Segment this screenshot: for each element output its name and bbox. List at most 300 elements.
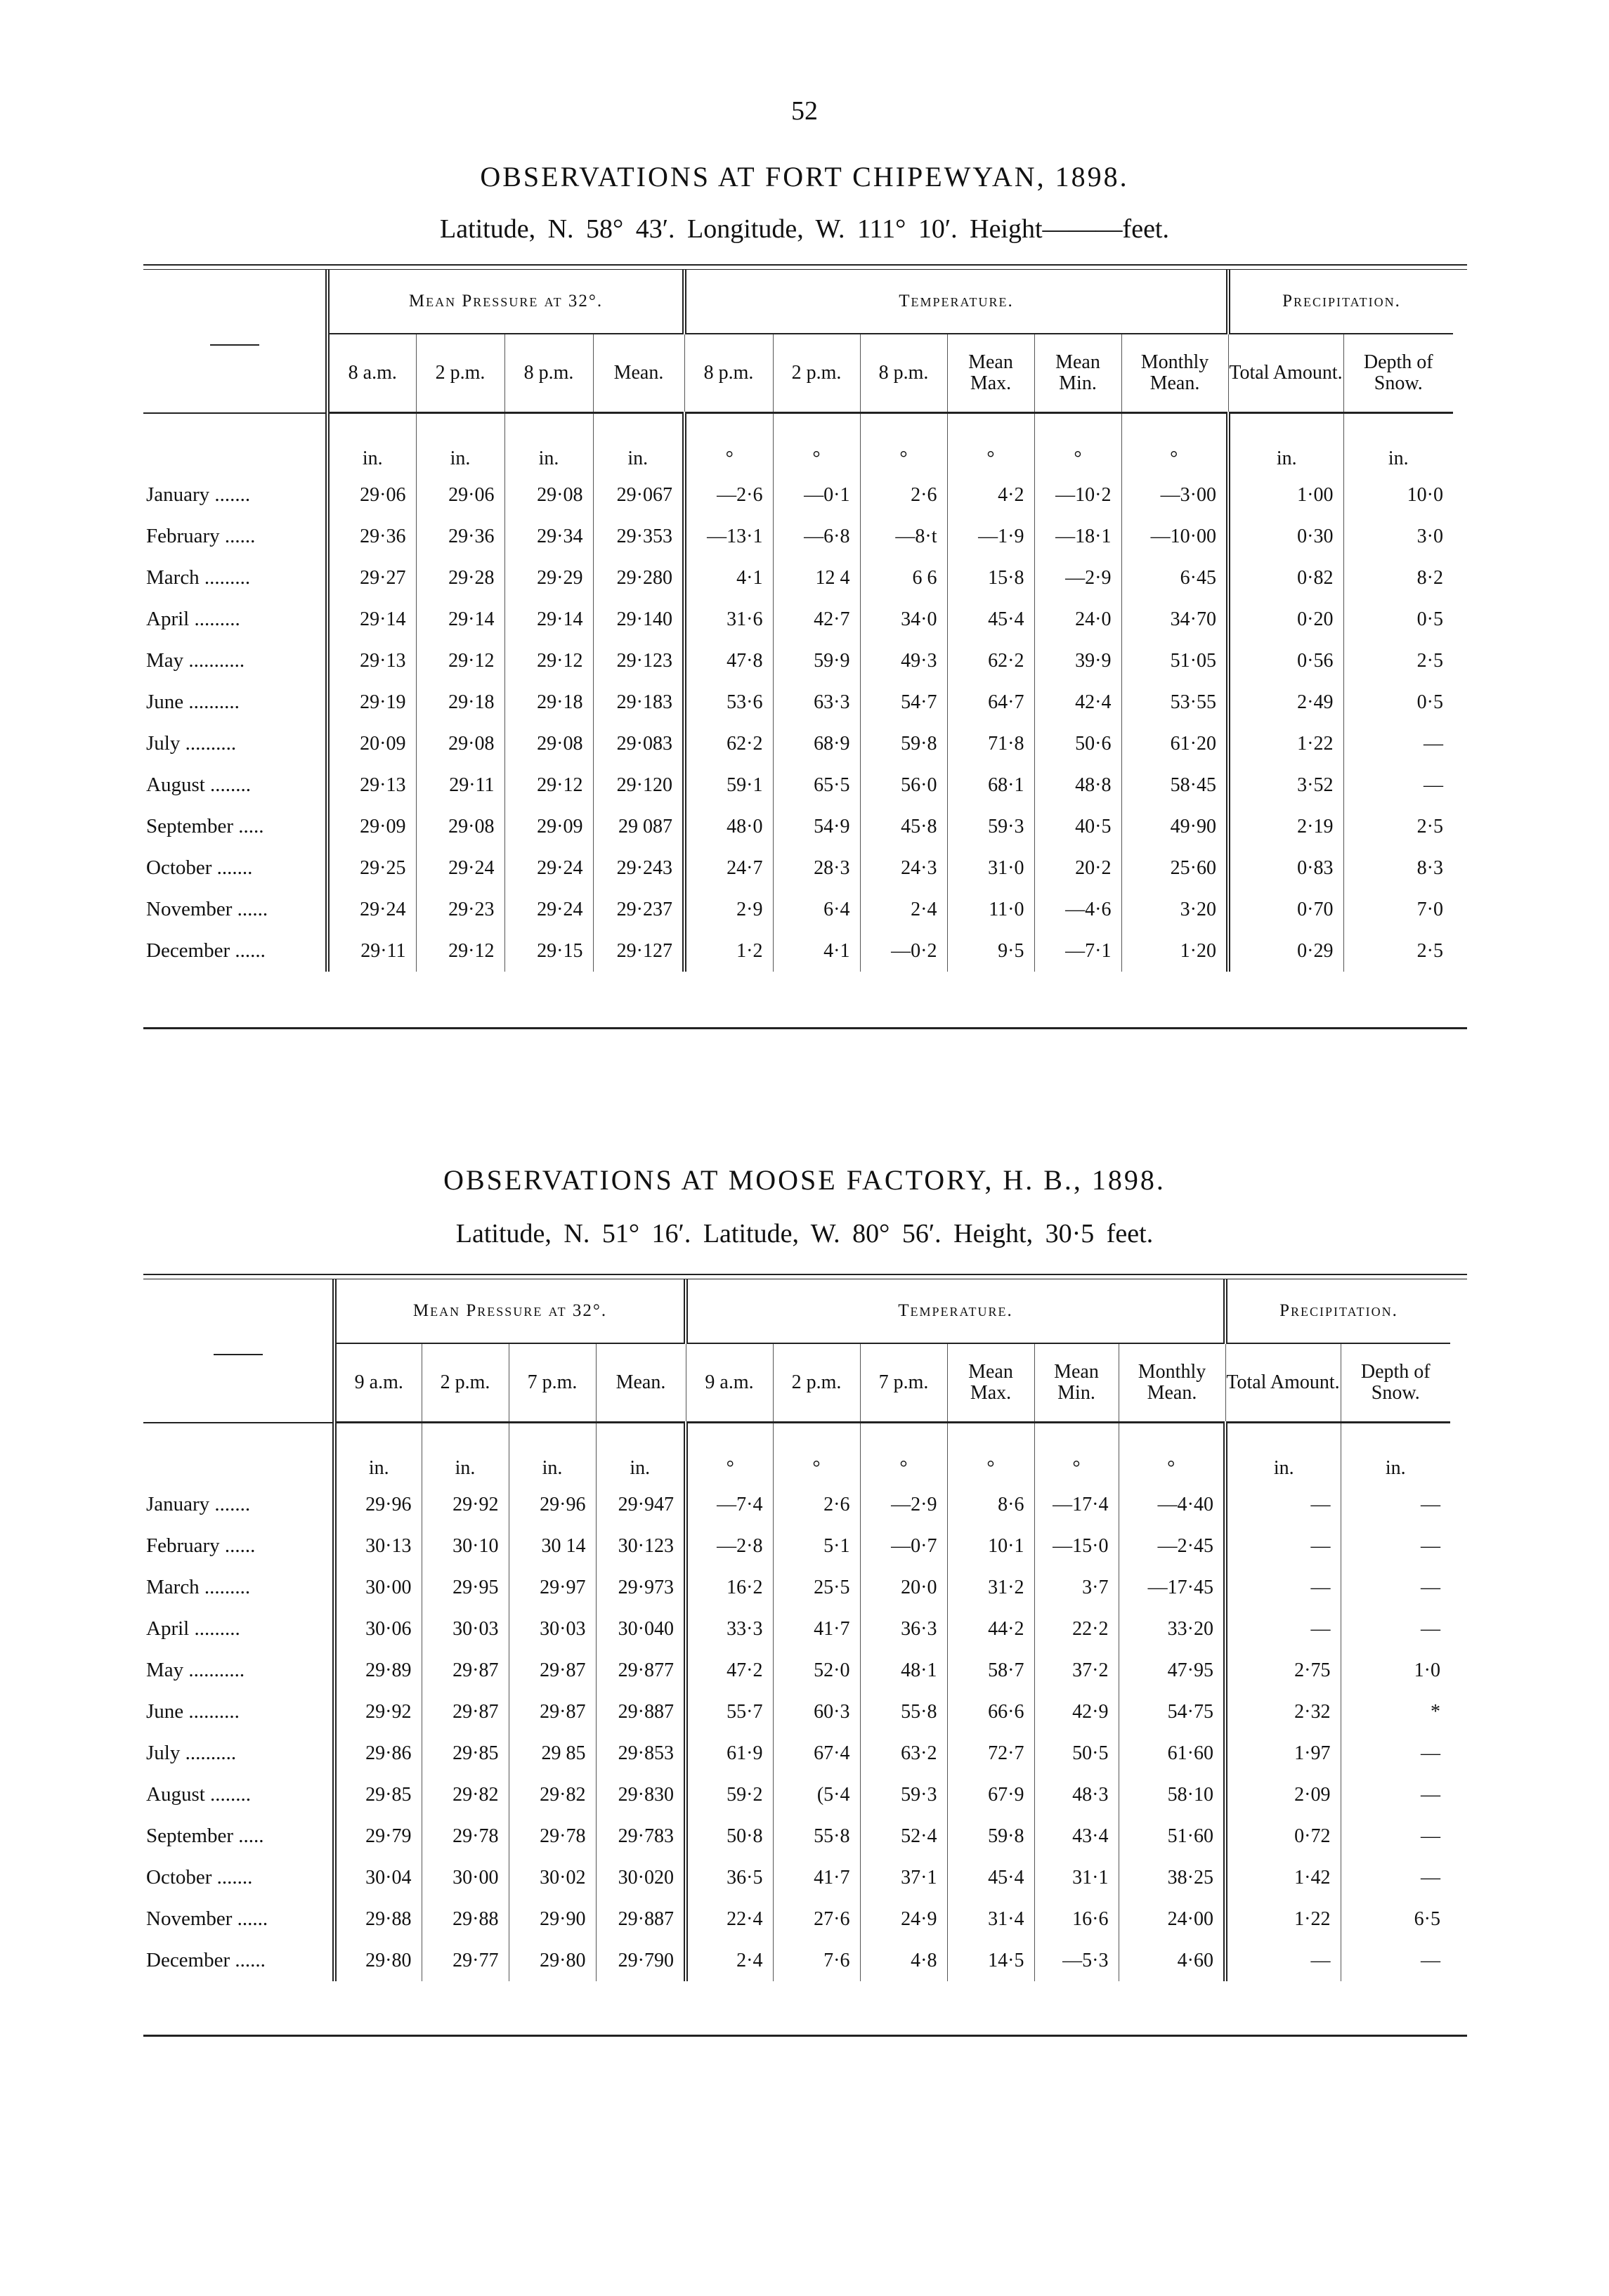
table-cell: 54·75	[1119, 1691, 1225, 1733]
table-cell: 45·8	[860, 806, 947, 847]
table-cell: 29·14	[327, 599, 416, 640]
table-cell: 31·1	[1034, 1857, 1119, 1898]
table-cell: 62·2	[947, 640, 1034, 681]
table-cell: 29·280	[593, 557, 684, 599]
table-cell: 47·2	[686, 1650, 773, 1691]
table-cell: —17·4	[1034, 1484, 1119, 1525]
table-cell: 14·5	[947, 1940, 1034, 1981]
month-label: October .......	[143, 847, 327, 889]
month-label: June ..........	[143, 681, 327, 723]
table-cell: 2·49	[1228, 681, 1343, 723]
table-cell: 58·10	[1119, 1774, 1225, 1815]
table-cell: 29·237	[593, 889, 684, 930]
table-cell: 29·88	[334, 1898, 422, 1940]
table-cell: 29·89	[334, 1650, 422, 1691]
table-cell: 0·70	[1228, 889, 1343, 930]
table-cell: 29·887	[596, 1691, 686, 1733]
table-cell: 61·9	[686, 1733, 773, 1774]
table-cell: 2·4	[860, 889, 947, 930]
table-cell: 53·6	[684, 681, 773, 723]
table-cell: 1·2	[684, 930, 773, 972]
table-cell: 48·0	[684, 806, 773, 847]
table-cell: 64·7	[947, 681, 1034, 723]
month-label: August ........	[143, 764, 327, 806]
table-cell: 29·947	[596, 1484, 686, 1525]
month-label: April .........	[143, 599, 327, 640]
table-cell: 6·5	[1414, 1907, 1440, 1930]
unit-cell: in.	[327, 413, 416, 475]
table-cell: 51·60	[1119, 1815, 1225, 1857]
table-cell: 0·56	[1228, 640, 1343, 681]
table-cell: 1·00	[1228, 474, 1343, 516]
column-header: Total Amount.	[1225, 1343, 1341, 1423]
table-cell: 47·95	[1119, 1650, 1225, 1691]
table-cell: —0·2	[860, 930, 947, 972]
table-cell: —	[1225, 1484, 1341, 1525]
column-header: 2 p.m.	[773, 334, 860, 413]
table-cell: 29·88	[422, 1898, 509, 1940]
table-cell: —	[1421, 1493, 1440, 1515]
table-cell: —13·1	[684, 516, 773, 557]
table-cell: —2·8	[686, 1525, 773, 1567]
table-cell: —	[1225, 1940, 1341, 1981]
table-cell: 0·72	[1225, 1815, 1341, 1857]
unit-cell: in.	[596, 1423, 686, 1485]
unit-cell: °	[684, 413, 773, 475]
table-cell: (5·4	[773, 1774, 860, 1815]
table-cell: 29·92	[334, 1691, 422, 1733]
month-label: June ..........	[143, 1691, 334, 1733]
unit-cell: °	[947, 1423, 1034, 1485]
table-cell: 42·4	[1034, 681, 1121, 723]
group-header-temperature: Temperature.	[686, 1279, 1225, 1343]
table-cell: 29·887	[596, 1898, 686, 1940]
table-cell: 31·0	[947, 847, 1034, 889]
table-row	[143, 516, 1453, 557]
column-header: Total Amount.	[1228, 334, 1343, 413]
table-cell: 7·0	[1416, 898, 1443, 920]
table-cell: 2·6	[773, 1484, 860, 1525]
table-cell: 62·2	[684, 723, 773, 764]
table-cell: 4·60	[1119, 1940, 1225, 1981]
table-cell: 29·24	[504, 847, 593, 889]
table-cell: —2·9	[860, 1484, 947, 1525]
table-cell: 29·783	[596, 1815, 686, 1857]
table-cell: 3·52	[1228, 764, 1343, 806]
table-cell: 29·79	[334, 1815, 422, 1857]
table-cell: —7·4	[686, 1484, 773, 1525]
table-cell: 29·24	[416, 847, 504, 889]
table-cell: 0·29	[1228, 930, 1343, 972]
table-cell: 2·75	[1225, 1650, 1341, 1691]
table-cell: —3·00	[1121, 474, 1228, 516]
table-row	[143, 1898, 1450, 1940]
table-cell: 29·973	[596, 1567, 686, 1608]
table-cell: 71·8	[947, 723, 1034, 764]
table-cell: 51·05	[1121, 640, 1228, 681]
table-row	[143, 930, 1453, 972]
table-cell: 31·6	[684, 599, 773, 640]
table-row	[143, 1608, 1450, 1650]
table-row	[143, 1815, 1450, 1857]
table-cell: 28·3	[773, 847, 860, 889]
table-row	[143, 1857, 1450, 1898]
table-cell: 48·3	[1034, 1774, 1119, 1815]
column-header: Mean Max.	[947, 1343, 1034, 1423]
table-cell: 52·0	[773, 1650, 860, 1691]
table-cell: 1·42	[1225, 1857, 1341, 1898]
unit-cell: in.	[1225, 1423, 1341, 1485]
table-cell: 58·45	[1121, 764, 1228, 806]
table-cell: 29·86	[334, 1733, 422, 1774]
table-cell: 29·120	[593, 764, 684, 806]
unit-cell: in.	[422, 1423, 509, 1485]
table-cell: 29·12	[416, 930, 504, 972]
table-cell: 2·5	[1416, 649, 1443, 672]
table-cell: 36·5	[686, 1857, 773, 1898]
table-cell: 30·13	[334, 1525, 422, 1567]
table-cell: 30·020	[596, 1857, 686, 1898]
group-header-temperature: Temperature.	[684, 270, 1228, 334]
table-cell: —	[1225, 1608, 1341, 1650]
table-cell: 20·09	[327, 723, 416, 764]
month-label: July ..........	[143, 723, 327, 764]
table-cell: 29·067	[593, 474, 684, 516]
month-label: January .......	[143, 1484, 334, 1525]
group-header-precipitation: Precipitation.	[1225, 1279, 1450, 1343]
table-cell: 22·2	[1034, 1608, 1119, 1650]
table-cell: 29·127	[593, 930, 684, 972]
column-header: 2 p.m.	[773, 1343, 860, 1423]
table-cell: 29·12	[504, 640, 593, 681]
table-cell: 29·11	[416, 764, 504, 806]
table-cell: 34·0	[860, 599, 947, 640]
table-cell: 2·5	[1416, 815, 1443, 837]
table-row	[143, 1567, 1450, 1608]
table-cell: 59·3	[947, 806, 1034, 847]
table-cell: —	[1421, 1534, 1440, 1557]
table-cell: 3·0	[1416, 525, 1443, 547]
table-cell: 2·09	[1225, 1774, 1341, 1815]
table-cell: 33·3	[686, 1608, 773, 1650]
table-cell: —5·3	[1034, 1940, 1119, 1981]
unit-cell: °	[686, 1423, 773, 1485]
table-cell: —	[1421, 1617, 1440, 1640]
table-cell: 30 14	[509, 1525, 596, 1567]
table-cell: 29·95	[422, 1567, 509, 1608]
table-cell: 29·18	[504, 681, 593, 723]
table-cell: 43·4	[1034, 1815, 1119, 1857]
table-cell: 68·9	[773, 723, 860, 764]
table-row	[143, 1650, 1450, 1691]
group-header-precipitation: Precipitation.	[1228, 270, 1453, 334]
table-cell: 29·06	[416, 474, 504, 516]
table-cell: *	[1431, 1700, 1440, 1723]
top-rule	[143, 1274, 1467, 1279]
table-cell: 48·1	[860, 1650, 947, 1691]
month-label: February ......	[143, 516, 327, 557]
month-label: March .........	[143, 1567, 334, 1608]
table-cell: 66·6	[947, 1691, 1034, 1733]
table-cell: 31·4	[947, 1898, 1034, 1940]
table-cell: 30·00	[422, 1857, 509, 1898]
table-cell: 49·3	[860, 640, 947, 681]
table-cell: 29·80	[509, 1940, 596, 1981]
unit-cell: in.	[504, 413, 593, 475]
stub-header	[143, 1279, 334, 1423]
column-header: 7 p.m.	[509, 1343, 596, 1423]
table-cell: 25·60	[1121, 847, 1228, 889]
table-cell: 29·78	[422, 1815, 509, 1857]
table-cell: 24·00	[1119, 1898, 1225, 1940]
table-cell: 55·7	[686, 1691, 773, 1733]
table-cell: 41·7	[773, 1857, 860, 1898]
section-title-moose-factory: OBSERVATIONS AT MOOSE FACTORY, H. B., 1898.	[443, 1164, 1166, 1196]
unit-cell: °	[773, 1423, 860, 1485]
units-stub	[143, 1423, 334, 1485]
table-cell: 9·5	[947, 930, 1034, 972]
table-cell: 36·3	[860, 1608, 947, 1650]
table-cell: 29·183	[593, 681, 684, 723]
table-cell: 6·45	[1121, 557, 1228, 599]
table-cell: 39·9	[1034, 640, 1121, 681]
table-cell: —17·45	[1119, 1567, 1225, 1608]
table-cell: 29·08	[416, 806, 504, 847]
table-cell: 0·83	[1228, 847, 1343, 889]
table-cell: 29·85	[334, 1774, 422, 1815]
units-stub	[143, 413, 327, 475]
table-cell: 45·4	[947, 599, 1034, 640]
table-cell: 59·8	[947, 1815, 1034, 1857]
table-cell: 2·19	[1228, 806, 1343, 847]
table-cell: 24·0	[1034, 599, 1121, 640]
table-cell: 29·13	[327, 640, 416, 681]
unit-cell: in.	[1388, 448, 1409, 469]
table-cell: 67·9	[947, 1774, 1034, 1815]
table-cell: 2·5	[1416, 939, 1443, 962]
table-cell: 8·2	[1416, 566, 1443, 589]
table-cell: 4·8	[860, 1940, 947, 1981]
column-header: 9 a.m.	[334, 1343, 422, 1423]
table-cell: 24·7	[684, 847, 773, 889]
table-cell: 29·140	[593, 599, 684, 640]
table-cell: 72·7	[947, 1733, 1034, 1774]
column-header: Mean.	[596, 1343, 686, 1423]
table-cell: —	[1424, 774, 1443, 796]
table-cell: 1·22	[1225, 1898, 1341, 1940]
table-row	[143, 557, 1453, 599]
table-cell: 29·24	[327, 889, 416, 930]
table-cell: 29·853	[596, 1733, 686, 1774]
unit-cell: °	[1121, 413, 1228, 475]
page-number: 52	[791, 96, 818, 126]
table-cell: 29·06	[327, 474, 416, 516]
table-row	[143, 806, 1453, 847]
column-header: 2 p.m.	[422, 1343, 509, 1423]
column-header: 8 p.m.	[504, 334, 593, 413]
table-cell: 65·5	[773, 764, 860, 806]
table-cell: 29·15	[504, 930, 593, 972]
month-label: April .........	[143, 1608, 334, 1650]
table-cell: 29·08	[504, 723, 593, 764]
table-cell: 29·790	[596, 1940, 686, 1981]
table-cell: —15·0	[1034, 1525, 1119, 1567]
table-cell: 31·2	[947, 1567, 1034, 1608]
table-cell: 29·92	[422, 1484, 509, 1525]
table-cell: 2·4	[686, 1940, 773, 1981]
table-row	[143, 1525, 1450, 1567]
table-cell: —0·7	[860, 1525, 947, 1567]
unit-cell: °	[1034, 1423, 1119, 1485]
unit-cell: °	[860, 1423, 947, 1485]
table-cell: 29·27	[327, 557, 416, 599]
table-cell: 10·0	[1407, 483, 1443, 506]
month-label: May ...........	[143, 640, 327, 681]
table-cell: 16·6	[1034, 1898, 1119, 1940]
table-row	[143, 681, 1453, 723]
table-row	[143, 847, 1453, 889]
table-cell: 1·22	[1228, 723, 1343, 764]
table-cell: 11·0	[947, 889, 1034, 930]
table-cell: 29·36	[327, 516, 416, 557]
table-cell: 0·82	[1228, 557, 1343, 599]
table-cell: 34·70	[1121, 599, 1228, 640]
table-row	[143, 599, 1453, 640]
table-cell: —	[1421, 1783, 1440, 1806]
table-cell: 29·830	[596, 1774, 686, 1815]
table-cell: —	[1225, 1525, 1341, 1567]
table-cell: 29·13	[327, 764, 416, 806]
table-cell: 42·7	[773, 599, 860, 640]
table-cell: 24·9	[860, 1898, 947, 1940]
table-cell: 59·1	[684, 764, 773, 806]
column-header: 2 p.m.	[416, 334, 504, 413]
table-cell: 42·9	[1034, 1691, 1119, 1733]
table-cell: 2·6	[860, 474, 947, 516]
column-header: Mean Max.	[947, 334, 1034, 413]
table-cell: —2·9	[1034, 557, 1121, 599]
table-cell: 5·1	[773, 1525, 860, 1567]
unit-cell: °	[947, 413, 1034, 475]
table-cell: 29·09	[504, 806, 593, 847]
table-cell: 29·96	[509, 1484, 596, 1525]
table-row	[143, 1774, 1450, 1815]
table-row	[143, 1691, 1450, 1733]
column-header: Depth of Snow.	[1343, 334, 1453, 413]
table-cell: 29·19	[327, 681, 416, 723]
table-cell: 58·7	[947, 1650, 1034, 1691]
unit-cell: in.	[1385, 1457, 1406, 1479]
table-cell: 29 087	[593, 806, 684, 847]
month-label: December ......	[143, 1940, 334, 1981]
unit-cell: in.	[509, 1423, 596, 1485]
table-cell: 3·20	[1121, 889, 1228, 930]
table-cell: 24·3	[860, 847, 947, 889]
column-header: Mean Min.	[1034, 334, 1121, 413]
table-cell: 37·1	[860, 1857, 947, 1898]
table-row	[143, 1733, 1450, 1774]
table-cell: 29 85	[509, 1733, 596, 1774]
unit-cell: °	[860, 413, 947, 475]
table-row	[143, 474, 1453, 516]
table-cell: 1·0	[1414, 1659, 1440, 1681]
table-cell: 29·14	[416, 599, 504, 640]
table-cell: 4·1	[684, 557, 773, 599]
table-cell: 29·34	[504, 516, 593, 557]
table-cell: 30·123	[596, 1525, 686, 1567]
table-cell: 30·04	[334, 1857, 422, 1898]
table-cell: —	[1421, 1742, 1440, 1764]
observation-table-fort-chipewyan	[143, 270, 1453, 972]
table-cell: 29·14	[504, 599, 593, 640]
unit-cell: °	[1119, 1423, 1225, 1485]
month-label: October .......	[143, 1857, 334, 1898]
table-cell: 30·03	[509, 1608, 596, 1650]
table-cell: 30·10	[422, 1525, 509, 1567]
table-cell: 29·28	[416, 557, 504, 599]
bottom-rule	[143, 1027, 1467, 1029]
table-cell: —	[1421, 1949, 1440, 1971]
table-cell: 29·82	[422, 1774, 509, 1815]
table-cell: 29·82	[509, 1774, 596, 1815]
table-cell: 15·8	[947, 557, 1034, 599]
table-cell: 59·9	[773, 640, 860, 681]
table-cell: 68·1	[947, 764, 1034, 806]
table-cell: 54·7	[860, 681, 947, 723]
table-cell: 53·55	[1121, 681, 1228, 723]
table-cell: 47·8	[684, 640, 773, 681]
table-cell: —	[1225, 1567, 1341, 1608]
table-cell: 6·4	[773, 889, 860, 930]
group-header-pressure: Mean Pressure at 32°.	[327, 270, 684, 334]
month-label: January .......	[143, 474, 327, 516]
table-cell: 59·2	[686, 1774, 773, 1815]
table-cell: 29·11	[327, 930, 416, 972]
table-cell: 20·0	[860, 1567, 947, 1608]
table-cell: 29·36	[416, 516, 504, 557]
stub-header	[143, 270, 327, 413]
table-cell: 54·9	[773, 806, 860, 847]
table-cell: 50·8	[686, 1815, 773, 1857]
table-cell: 29·243	[593, 847, 684, 889]
table-cell: 29·80	[334, 1940, 422, 1981]
table-cell: —2·45	[1119, 1525, 1225, 1567]
column-header: 8 p.m.	[860, 334, 947, 413]
table-cell: 63·3	[773, 681, 860, 723]
table-cell: —	[1424, 732, 1443, 755]
table-cell: 20·2	[1034, 847, 1121, 889]
table-cell: 29·77	[422, 1940, 509, 1981]
table-cell: 4·1	[773, 930, 860, 972]
table-cell: 8·3	[1416, 856, 1443, 879]
table-cell: 29·24	[504, 889, 593, 930]
table-cell: 67·4	[773, 1733, 860, 1774]
table-cell: 8·6	[947, 1484, 1034, 1525]
table-cell: 0·30	[1228, 516, 1343, 557]
table-cell: 29·78	[509, 1815, 596, 1857]
table-row	[143, 1940, 1450, 1981]
unit-cell: in.	[334, 1423, 422, 1485]
table-cell: 29·87	[422, 1691, 509, 1733]
table-cell: —18·1	[1034, 516, 1121, 557]
table-cell: 50·5	[1034, 1733, 1119, 1774]
table-cell: 30·02	[509, 1857, 596, 1898]
table-cell: 55·8	[773, 1815, 860, 1857]
table-row	[143, 640, 1453, 681]
table-cell: —10·2	[1034, 474, 1121, 516]
table-cell: 29·90	[509, 1898, 596, 1940]
table-cell: 1·20	[1121, 930, 1228, 972]
